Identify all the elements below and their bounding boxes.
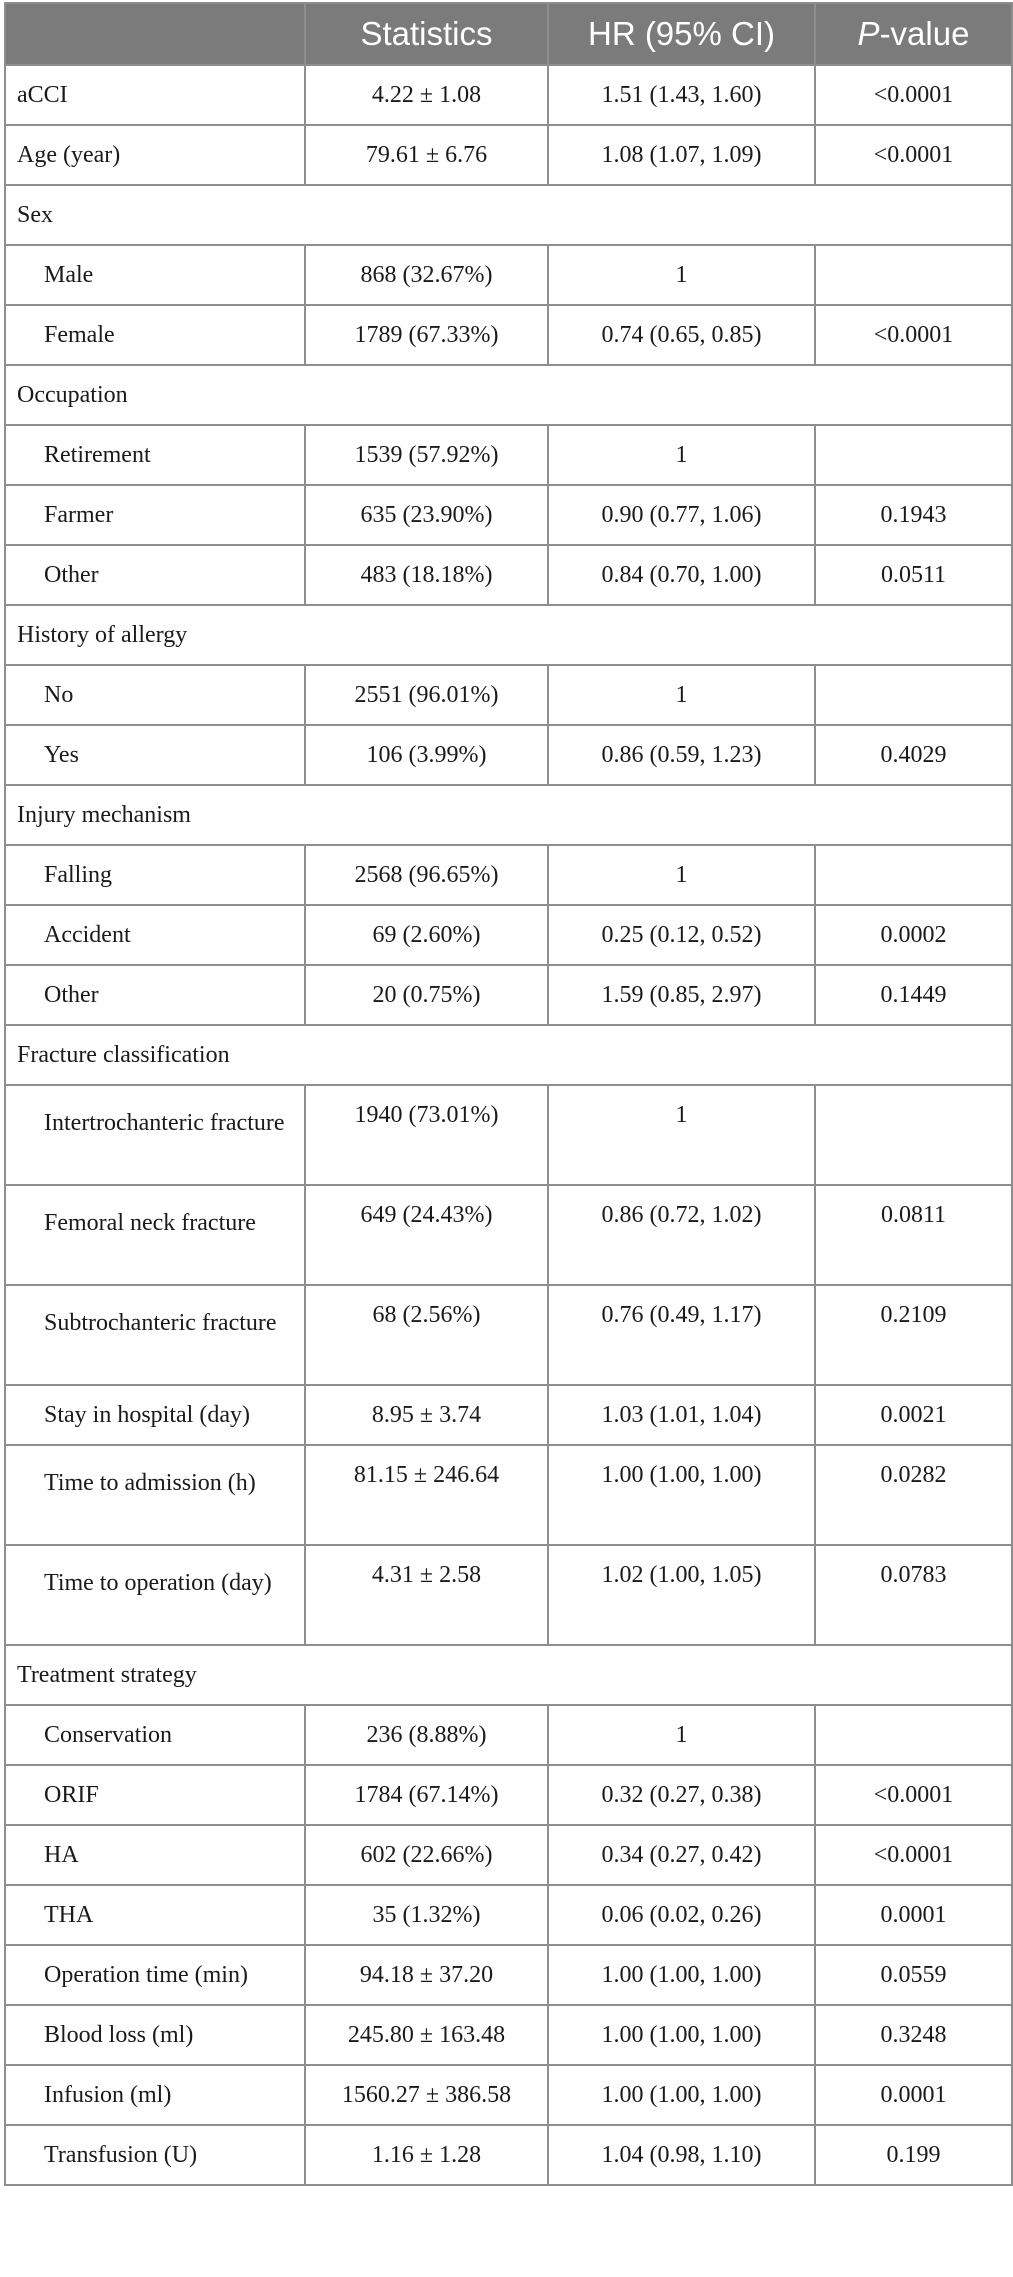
table-row [5, 665, 1012, 725]
hr-cell: 0.86 (0.59, 1.23) [548, 725, 815, 785]
group-header-row [5, 365, 1012, 425]
statistics-cell: 2568 (96.65%) [305, 845, 548, 905]
p-value-cell: 0.0001 [815, 2065, 1012, 2125]
p-value-cell [815, 1705, 1012, 1765]
row-label: Subtrochanteric fracture [5, 1285, 305, 1385]
statistics-cell: 236 (8.88%) [305, 1705, 548, 1765]
hr-cell: 1 [548, 1705, 815, 1765]
table-row [5, 1705, 1012, 1765]
p-value-cell: <0.0001 [815, 125, 1012, 185]
statistics-cell: 4.31 ± 2.58 [305, 1545, 548, 1645]
header-p-value [815, 3, 1012, 65]
row-label: Other [5, 965, 305, 1025]
hr-cell: 1.00 (1.00, 1.00) [548, 1945, 815, 2005]
table-row [5, 545, 1012, 605]
hr-cell: 1.51 (1.43, 1.60) [548, 65, 815, 125]
statistics-cell: 1940 (73.01%) [305, 1085, 548, 1185]
statistics-cell: 1560.27 ± 386.58 [305, 2065, 548, 2125]
row-label: Male [5, 245, 305, 305]
hr-cell: 0.74 (0.65, 0.85) [548, 305, 815, 365]
row-label: Retirement [5, 425, 305, 485]
hr-cell: 1.04 (0.98, 1.10) [548, 2125, 815, 2185]
hr-cell: 1.00 (1.00, 1.00) [548, 2005, 815, 2065]
table-row [5, 1085, 1012, 1185]
table-row [5, 245, 1012, 305]
row-label: Female [5, 305, 305, 365]
p-value-cell: 0.0559 [815, 1945, 1012, 2005]
statistics-cell: 602 (22.66%) [305, 1825, 548, 1885]
p-value-cell: <0.0001 [815, 65, 1012, 125]
statistics-cell: 868 (32.67%) [305, 245, 548, 305]
statistics-cell: 35 (1.32%) [305, 1885, 548, 1945]
group-label: History of allergy [5, 605, 1012, 665]
statistics-cell: 69 (2.60%) [305, 905, 548, 965]
row-label: ORIF [5, 1765, 305, 1825]
group-label: Occupation [5, 365, 1012, 425]
p-value-cell: 0.0511 [815, 545, 1012, 605]
statistics-cell: 1539 (57.92%) [305, 425, 548, 485]
hr-cell: 1 [548, 425, 815, 485]
row-label: Blood loss (ml) [5, 2005, 305, 2065]
row-label: aCCI [5, 65, 305, 125]
row-label: Time to admission (h) [5, 1445, 305, 1545]
hr-cell: 1 [548, 1085, 815, 1185]
table-row [5, 1185, 1012, 1285]
statistics-cell: 1784 (67.14%) [305, 1765, 548, 1825]
p-value-cell: <0.0001 [815, 1765, 1012, 1825]
table-row [5, 1385, 1012, 1445]
row-label: Infusion (ml) [5, 2065, 305, 2125]
statistics-cell: 79.61 ± 6.76 [305, 125, 548, 185]
table-row [5, 125, 1012, 185]
p-value-cell: <0.0001 [815, 305, 1012, 365]
table-row [5, 1765, 1012, 1825]
statistics-cell: 483 (18.18%) [305, 545, 548, 605]
table-row [5, 1445, 1012, 1545]
statistics-cell: 2551 (96.01%) [305, 665, 548, 725]
hr-cell: 0.32 (0.27, 0.38) [548, 1765, 815, 1825]
header-row [5, 3, 1012, 65]
statistics-cell: 245.80 ± 163.48 [305, 2005, 548, 2065]
hr-cell: 1 [548, 245, 815, 305]
statistics-cell: 635 (23.90%) [305, 485, 548, 545]
row-label: Femoral neck fracture [5, 1185, 305, 1285]
statistics-cell: 68 (2.56%) [305, 1285, 548, 1385]
row-label: Transfusion (U) [5, 2125, 305, 2185]
hr-cell: 0.90 (0.77, 1.06) [548, 485, 815, 545]
table-row [5, 1545, 1012, 1645]
results-table [4, 2, 1013, 2186]
row-label: Age (year) [5, 125, 305, 185]
p-value-cell: 0.1449 [815, 965, 1012, 1025]
statistics-cell: 649 (24.43%) [305, 1185, 548, 1285]
row-label: Time to operation (day) [5, 1545, 305, 1645]
p-value-cell: 0.199 [815, 2125, 1012, 2185]
header-p-italic: P [857, 15, 880, 52]
table-row [5, 845, 1012, 905]
hr-cell: 1.59 (0.85, 2.97) [548, 965, 815, 1025]
hr-cell: 1.00 (1.00, 1.00) [548, 1445, 815, 1545]
table-row [5, 2005, 1012, 2065]
p-value-cell: <0.0001 [815, 1825, 1012, 1885]
header-hr: HR (95% CI) [548, 3, 815, 65]
header-statistics: Statistics [305, 3, 548, 65]
p-value-cell: 0.1943 [815, 485, 1012, 545]
row-label: Other [5, 545, 305, 605]
row-label: Operation time (min) [5, 1945, 305, 2005]
table-row [5, 1945, 1012, 2005]
p-value-cell [815, 665, 1012, 725]
table-row [5, 425, 1012, 485]
table-row [5, 1885, 1012, 1945]
p-value-cell [815, 245, 1012, 305]
group-header-row [5, 785, 1012, 845]
group-label: Injury mechanism [5, 785, 1012, 845]
group-label: Sex [5, 185, 1012, 245]
hr-cell: 0.34 (0.27, 0.42) [548, 1825, 815, 1885]
p-value-cell [815, 425, 1012, 485]
hr-cell: 1.03 (1.01, 1.04) [548, 1385, 815, 1445]
p-value-cell: 0.2109 [815, 1285, 1012, 1385]
group-header-row [5, 605, 1012, 665]
group-header-row [5, 1025, 1012, 1085]
table-row [5, 65, 1012, 125]
statistics-cell: 106 (3.99%) [305, 725, 548, 785]
row-label: No [5, 665, 305, 725]
group-label: Treatment strategy [5, 1645, 1012, 1705]
group-header-row [5, 1645, 1012, 1705]
table-row [5, 965, 1012, 1025]
hr-cell: 1 [548, 665, 815, 725]
row-label: THA [5, 1885, 305, 1945]
p-value-cell: 0.0811 [815, 1185, 1012, 1285]
statistics-cell: 4.22 ± 1.08 [305, 65, 548, 125]
p-value-cell: 0.0282 [815, 1445, 1012, 1545]
hr-cell: 0.25 (0.12, 0.52) [548, 905, 815, 965]
p-value-cell [815, 1085, 1012, 1185]
group-label: Fracture classification [5, 1025, 1012, 1085]
row-label: Conservation [5, 1705, 305, 1765]
hr-cell: 1.08 (1.07, 1.09) [548, 125, 815, 185]
hr-cell: 1.00 (1.00, 1.00) [548, 2065, 815, 2125]
hr-cell: 0.86 (0.72, 1.02) [548, 1185, 815, 1285]
statistics-cell: 94.18 ± 37.20 [305, 1945, 548, 2005]
statistics-cell: 1789 (67.33%) [305, 305, 548, 365]
table-body [5, 65, 1012, 2185]
statistics-cell: 20 (0.75%) [305, 965, 548, 1025]
hr-cell: 1.02 (1.00, 1.05) [548, 1545, 815, 1645]
row-label: Falling [5, 845, 305, 905]
p-value-cell: 0.0001 [815, 1885, 1012, 1945]
table-row [5, 305, 1012, 365]
p-value-cell: 0.3248 [815, 2005, 1012, 2065]
p-value-cell: 0.0021 [815, 1385, 1012, 1445]
table-row [5, 1825, 1012, 1885]
statistics-cell: 8.95 ± 3.74 [305, 1385, 548, 1445]
hr-cell: 0.06 (0.02, 0.26) [548, 1885, 815, 1945]
p-value-cell: 0.0783 [815, 1545, 1012, 1645]
header-p-suffix: -value [879, 15, 970, 52]
row-label: Farmer [5, 485, 305, 545]
hr-cell: 0.84 (0.70, 1.00) [548, 545, 815, 605]
statistics-cell: 1.16 ± 1.28 [305, 2125, 548, 2185]
row-label: Accident [5, 905, 305, 965]
row-label: HA [5, 1825, 305, 1885]
row-label: Stay in hospital (day) [5, 1385, 305, 1445]
table-row [5, 1285, 1012, 1385]
row-label: Yes [5, 725, 305, 785]
hr-cell: 0.76 (0.49, 1.17) [548, 1285, 815, 1385]
table-row [5, 2125, 1012, 2185]
p-value-cell: 0.0002 [815, 905, 1012, 965]
table-row [5, 2065, 1012, 2125]
table-row [5, 485, 1012, 545]
header-variable [5, 3, 305, 65]
statistics-cell: 81.15 ± 246.64 [305, 1445, 548, 1545]
table-row [5, 905, 1012, 965]
hr-cell: 1 [548, 845, 815, 905]
row-label: Intertrochanteric fracture [5, 1085, 305, 1185]
table-row [5, 725, 1012, 785]
group-header-row [5, 185, 1012, 245]
p-value-cell [815, 845, 1012, 905]
p-value-cell: 0.4029 [815, 725, 1012, 785]
